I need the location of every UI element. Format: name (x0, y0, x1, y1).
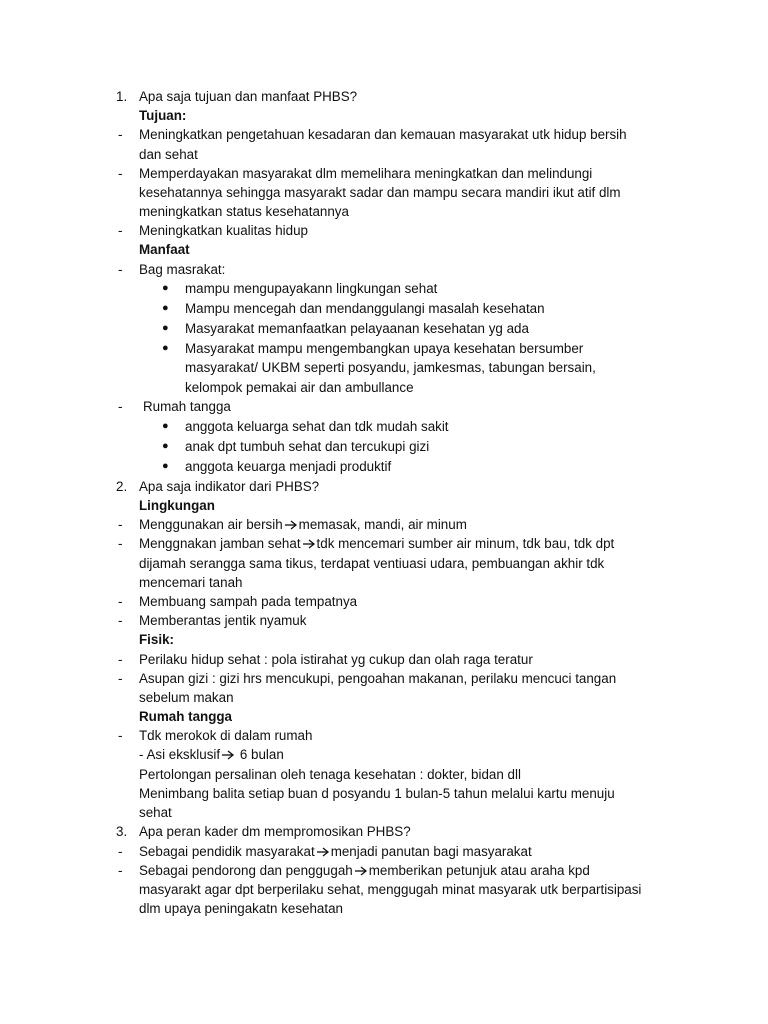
item-text-part: memberikan petunjuk atau araha kpd (368, 863, 590, 878)
bullet-icon: ● (162, 440, 169, 452)
dash-marker: - (118, 594, 123, 609)
item-text: Asupan gizi : gizi hrs mencukupi, pengoahan makanan, perilaku mencuci tangan (139, 671, 617, 686)
dash-marker: - (118, 166, 123, 181)
dash-marker: - (118, 613, 123, 628)
dash-marker: - (118, 652, 123, 667)
item-text (139, 861, 590, 880)
bullet-text: Masyarakat mampu mengembangkan upaya kesehatan bersumber (185, 341, 584, 356)
dash-marker: - (118, 844, 123, 859)
item-text: Meningkatkan pengetahuan kesadaran dan kemauan masyarakat utk hidup bersih (139, 127, 627, 142)
item-text (139, 534, 614, 553)
heading-text: Fisik: (139, 632, 174, 647)
item-text: kesehatannya sehingga masyarakt sadar dan mampu secara mandiri ikut atif dlm (139, 185, 621, 200)
item-text: dijamah serangga sama tikus, terdapat ventiuasi udara, pembuangan akhir tdk (139, 556, 605, 571)
item-text: sebelum makan (139, 690, 234, 705)
item-text: sehat (139, 805, 172, 820)
bullet-text: anggota keluarga sehat dan tdk mudah sakit (185, 419, 449, 434)
bullet-icon: ● (162, 322, 169, 334)
item-text (139, 745, 284, 764)
item-text (139, 515, 467, 534)
dash-marker: - (118, 517, 123, 532)
item-text: Membuang sampah pada tempatnya (139, 594, 358, 609)
item-text-part: Sebagai pendidik masyarakat (139, 844, 315, 859)
bullet-icon: ● (162, 420, 169, 432)
item-text-part: Sebagai pendorong dan penggugah (139, 863, 353, 878)
item-text: Rumah tangga (143, 399, 231, 414)
item-text: Memperdayakan masyarakat dlm memelihara meningkatkan dan melindungi (139, 166, 593, 181)
bullet-text: masyarakat/ UKBM seperti posyandu, jamkesmas, tabungan bersain, (185, 360, 596, 375)
right-arrow-icon (316, 847, 330, 857)
item-text-part: menjadi panutan bagi masyarakat (330, 844, 532, 859)
item-text: Memberantas jentik nyamuk (139, 613, 307, 628)
question-number: 2. (116, 479, 128, 494)
right-arrow-icon (221, 750, 235, 760)
question-text: Apa peran kader dm mempromosikan PHBS? (139, 824, 411, 839)
item-text: Perilaku hidup sehat : pola istirahat yg cukup dan olah raga teratur (139, 652, 533, 667)
item-text: Meningkatkan kualitas hidup (139, 223, 308, 238)
heading-text: Lingkungan (139, 498, 215, 513)
item-text-part: Menggunakan air bersih (139, 517, 283, 532)
item-text: dlm upaya peningakatn kesehatan (139, 901, 343, 916)
question-text: Apa saja indikator dari PHBS? (139, 479, 320, 494)
item-text-part: tdk mencemari sumber air minum, tdk bau, tdk dpt (316, 536, 615, 551)
bullet-text: anggota keuarga menjadi produktif (185, 459, 392, 474)
question-number: 3. (116, 824, 128, 839)
right-arrow-icon (302, 539, 316, 549)
item-text: dan sehat (139, 147, 198, 162)
heading-text: Rumah tangga (139, 709, 232, 724)
dash-marker: - (118, 127, 123, 142)
item-text: meningkatkan status kesehatannya (139, 204, 349, 219)
item-text: Tdk merokok di dalam rumah (139, 728, 313, 743)
dash-marker: - (118, 223, 123, 238)
item-text-part: memasak, mandi, air minum (298, 517, 467, 532)
item-text: Pertolongan persalinan oleh tenaga kesehatan : dokter, bidan dll (139, 767, 521, 782)
dash-marker: - (118, 536, 123, 551)
item-text: Bag masrakat: (139, 262, 226, 277)
item-text (139, 842, 532, 861)
bullet-text: Mampu mencegah dan mendanggulangi masalah kesehatan (185, 301, 545, 316)
dash-marker: - (118, 399, 123, 414)
bullet-text: mampu mengupayakann lingkungan sehat (185, 281, 438, 296)
bullet-text: anak dpt tumbuh sehat dan tercukupi gizi (185, 439, 430, 454)
bullet-icon: ● (162, 342, 169, 354)
item-text: Menimbang balita setiap buan d posyandu 1 bulan-5 tahun melalui kartu menuju (139, 786, 615, 801)
item-text-part: - Asi eksklusif (139, 747, 221, 762)
dash-marker: - (118, 262, 123, 277)
bullet-icon: ● (162, 302, 169, 314)
question-number: 1. (116, 89, 128, 104)
right-arrow-icon (354, 866, 368, 876)
heading-text: Manfaat (139, 242, 190, 257)
bullet-text: Masyarakat memanfaatkan pelayaanan kesehatan yg ada (185, 321, 529, 336)
item-text-part: Menggnakan jamban sehat (139, 536, 301, 551)
right-arrow-icon (284, 520, 298, 530)
question-text: Apa saja tujuan dan manfaat PHBS? (139, 89, 358, 104)
item-text: mencemari tanah (139, 575, 243, 590)
dash-marker: - (118, 863, 123, 878)
bullet-text: kelompok pemakai air dan ambullance (185, 380, 414, 395)
dash-marker: - (118, 728, 123, 743)
item-text: masyarakt agar dpt berperilaku sehat, menggugah minat masyarak utk berpartisipasi (139, 882, 642, 897)
bullet-icon: ● (162, 282, 169, 294)
item-text-part: 6 bulan (236, 747, 284, 762)
dash-marker: - (118, 671, 123, 686)
heading-text: Tujuan: (139, 108, 187, 123)
bullet-icon: ● (162, 460, 169, 472)
